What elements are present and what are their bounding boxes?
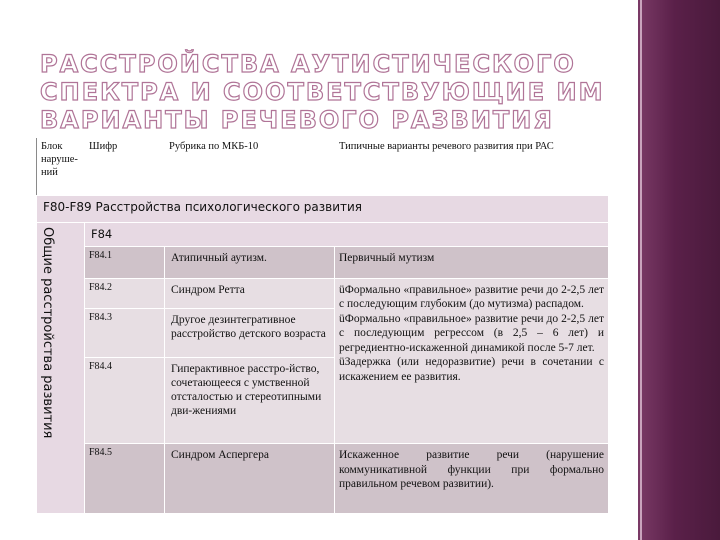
row-rubric: Синдром Аспергера: [165, 444, 335, 514]
decorative-side-band: [638, 0, 720, 540]
header-block: Блок наруше-ний: [37, 138, 85, 196]
row-variant: Первичный мутизм: [335, 247, 609, 278]
disorders-table: [36, 137, 609, 514]
merged-variants-cell: [335, 278, 609, 444]
row-code: F84.3: [85, 308, 165, 357]
page-title: РАССТРОЙСТВА АУТИСТИЧЕСКОГО СПЕКТРА И СООТВЕТСТВУЮЩИЕ ИМ ВАРИАНТЫ РЕЧЕВОГО РАЗВИТИЯ: [40, 50, 605, 134]
row-rubric: Гиперактивное расстро-йство, сочетающееся с умственной отсталостью и стереотипными дви-жениями: [165, 357, 335, 443]
row-rubric: Другое дезинтегративное расстройство детского возраста: [165, 308, 335, 357]
header-code: Шифр: [85, 138, 165, 196]
table-row: [37, 247, 609, 278]
table-header-row: [37, 138, 609, 196]
variant-item: üФормально «правильное» развитие речи до 2-2,5 лет с последующим регрессом (в 2,5 – 6 лет) и регредиентно-искаженной динамикой после 5-7 лет.: [339, 312, 604, 354]
variant-item: üФормально «правильное» развитие речи до 2-2,5 лет с последующим глубоким (до мутизма) распадом.: [339, 283, 604, 311]
group-row: [37, 196, 609, 223]
row-code: F84.4: [85, 357, 165, 443]
row-code: F84.1: [85, 247, 165, 278]
row-code: F84.5: [85, 444, 165, 514]
variant-item: üЗадержка (или недоразвитие) речи в сочетании с искажением ее развития.: [339, 356, 604, 384]
row-variant: Искаженное развитие речи (нарушение коммуникативной функции при формально правильном речевом развитии).: [335, 444, 609, 514]
row-rubric: Синдром Ретта: [165, 278, 335, 308]
subgroup-code: F84: [85, 223, 609, 247]
vertical-category-cell: [37, 223, 85, 514]
group-title: F80-F89 Расстройства психологического развития: [37, 196, 609, 223]
vertical-category-label: Общие расстройства развития: [40, 227, 55, 439]
table-row: [37, 444, 609, 514]
row-rubric: Атипичный аутизм.: [165, 247, 335, 278]
header-variants: Типичные варианты речевого развития при РАС: [335, 138, 609, 196]
decorative-band-edge: [640, 0, 642, 540]
subgroup-row: [37, 223, 609, 247]
table-row: [37, 278, 609, 308]
row-code: F84.2: [85, 278, 165, 308]
header-rubric: Рубрика по МКБ-10: [165, 138, 335, 196]
